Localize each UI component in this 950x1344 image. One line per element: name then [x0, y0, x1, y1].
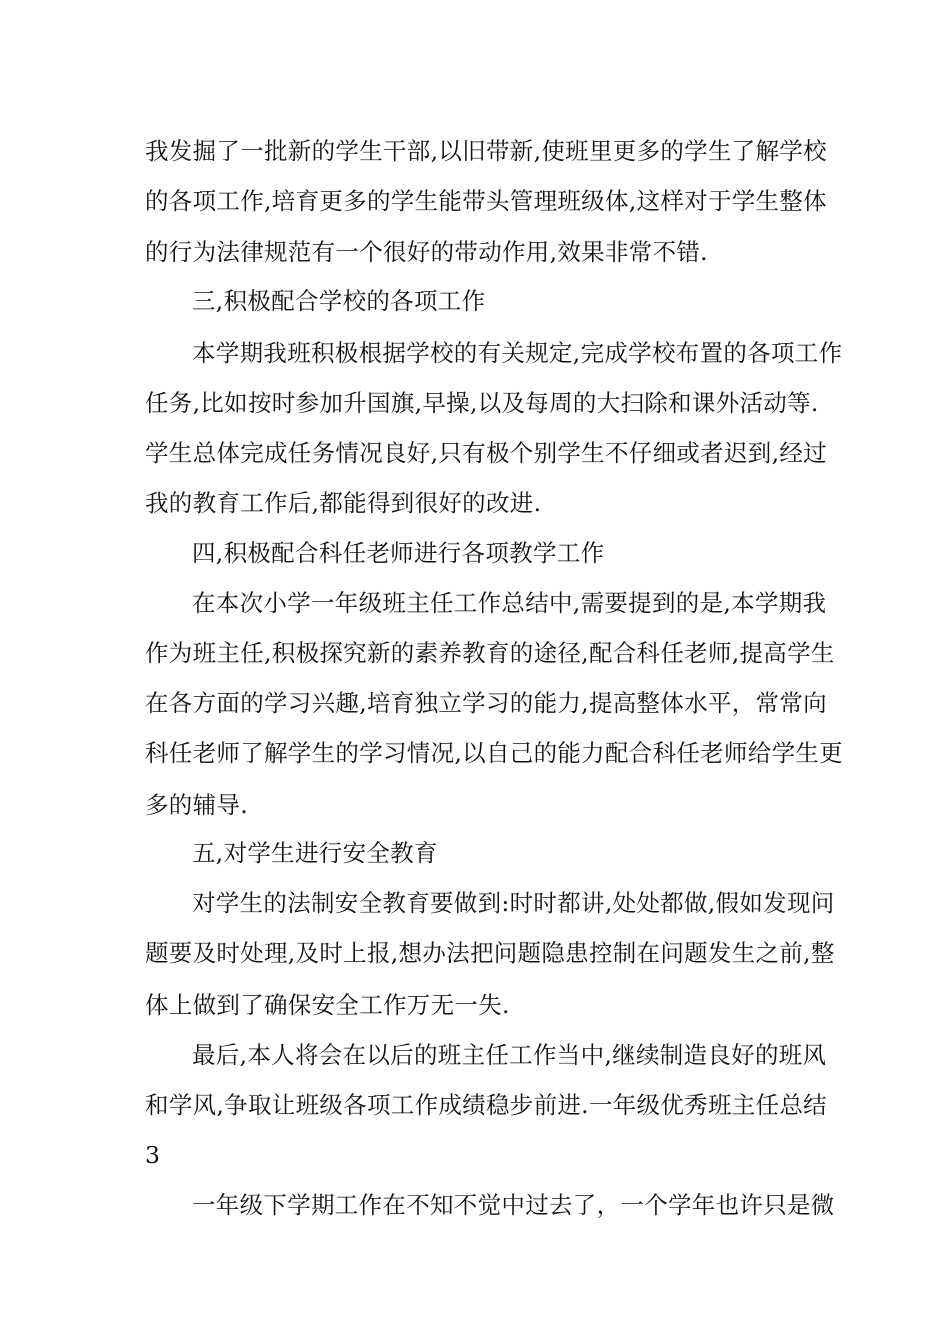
text-line: 在本次小学一年级班主任工作总结中,需要提到的是,本学期我 — [192, 589, 827, 617]
text-line: 最后,本人将会在以后的班主任工作当中,继续制造良好的班风 — [192, 1041, 827, 1069]
text-line: 科任老师了解学生的学习情况,以自己的能力配合科任老师给学生更 — [145, 739, 843, 767]
section-heading: 五,对学生进行安全教育 — [192, 839, 438, 867]
text-line: 作为班主任,积极探究新的素养教育的途径,配合科任老师,提高学生 — [145, 639, 835, 667]
section-heading: 四,积极配合科任老师进行各项教学工作 — [192, 539, 605, 567]
text-line: 学生总体完成任务情况良好,只有极个别学生不仔细或者迟到,经过 — [145, 439, 827, 467]
text-line: 我的教育工作后,都能得到很好的改进. — [145, 489, 542, 517]
text-line: 本学期我班积极根据学校的有关规定,完成学校布置的各项工作 — [192, 339, 843, 367]
text-line: 任务,比如按时参加升国旗,早操,以及每周的大扫除和课外活动等. — [145, 389, 819, 417]
text-line: 题要及时处理,及时上报,想办法把问题隐患控制在问题发生之前,整 — [145, 939, 835, 967]
text-line: 多的辅导. — [145, 791, 248, 819]
text-line: 3 — [145, 1141, 161, 1169]
section-heading: 三,积极配合学校的各项工作 — [192, 287, 486, 315]
text-line: 和学风,争取让班级各项工作成绩稳步前进.一年级优秀班主任总结 — [145, 1091, 827, 1119]
text-line: 的各项工作,培育更多的学生能带头管理班级体,这样对于学生整体 — [145, 187, 827, 215]
text-line: 一年级下学期工作在不知不觉中过去了，一个学年也许只是微 — [192, 1191, 835, 1219]
text-line: 的行为法律规范有一个很好的带动作用,效果非常不错. — [145, 238, 708, 266]
text-line: 我发掘了一批新的学生干部,以旧带新,使班里更多的学生了解学校 — [145, 137, 827, 165]
text-line: 在各方面的学习兴趣,培育独立学习的能力,提高整体水平，常常向 — [145, 689, 827, 717]
text-line: 体上做到了确保安全工作万无一失. — [145, 991, 510, 1019]
text-line: 对学生的法制安全教育要做到:时时都讲,处处都做,假如发现问 — [192, 889, 835, 917]
